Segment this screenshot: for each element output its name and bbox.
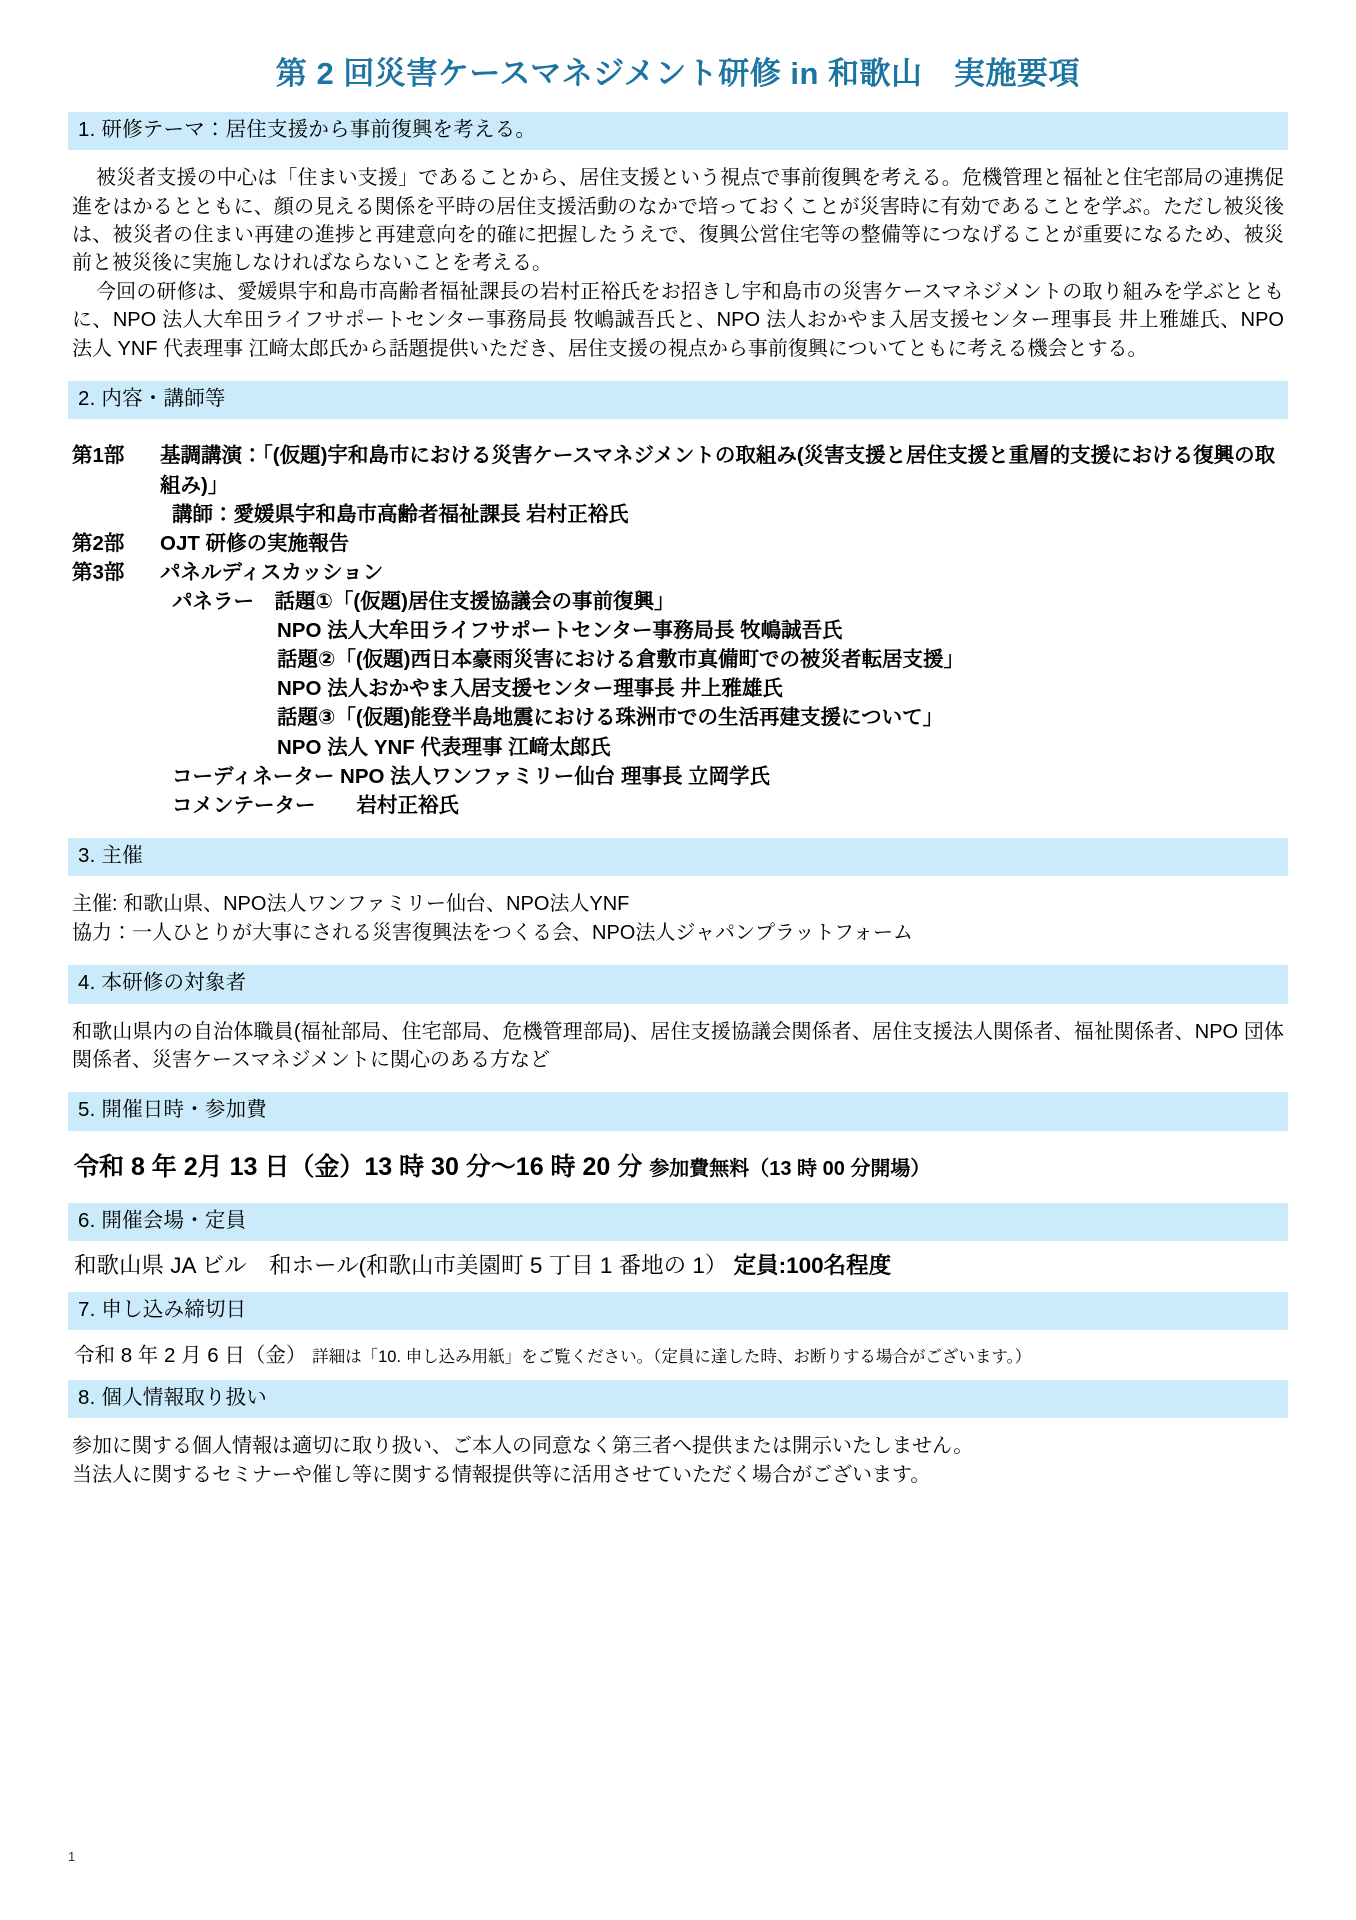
program-text-part3: パネルディスカッション: [160, 560, 384, 584]
section-body-8: [68, 1432, 1288, 1489]
program-label-part1: 第1部: [72, 444, 125, 468]
program-row-panelist-1-name: NPO 法人大牟田ライフサポートセンター事務局長 牧嶋誠吾氏: [277, 619, 843, 643]
section-header-5: 5. 開催日時・参加費: [68, 1092, 1288, 1131]
section-header-1: 1. 研修テーマ：居住支援から事前復興を考える。: [68, 112, 1288, 151]
program-list: [68, 441, 1288, 819]
program-row-commentator: コメンテーター 岩村正裕氏: [172, 793, 459, 817]
program-row-part3: [72, 558, 1284, 587]
organizer-line: 主催: 和歌山県、NPO法人ワンファミリー仙台、NPO法人YNF: [72, 893, 630, 916]
program-row-part2: [72, 529, 1284, 558]
program-label-part3: 第3部: [72, 560, 125, 584]
program-label-part2: 第2部: [72, 531, 125, 555]
event-datetime-line: [68, 1151, 1288, 1185]
section-body-4: [68, 1018, 1288, 1075]
section-header-2: 2. 内容・講師等: [68, 381, 1288, 420]
program-row-panelist-3-name: NPO 法人 YNF 代表理事 江﨑太郎氏: [277, 735, 611, 759]
program-text-part1: 基調講演：「(仮題)宇和島市における災害ケースマネジメントの取組み(災害支援と居住支援と重層的支援における復興の取組み)」: [160, 444, 1276, 497]
section-body-1: [68, 164, 1288, 363]
venue-address: 和歌山県 JA ビル 和ホール(和歌山市美園町 5 丁目 1 番地の 1）: [74, 1253, 728, 1279]
program-row-topic2: 話題②「(仮題)西日本豪雨災害における倉敷市真備町での被災者転居支援」: [277, 648, 965, 672]
cooperation-line: 協力：一人ひとりが大事にされる災害復興法をつくる会、NPO法人ジャパンプラットフォーム: [72, 921, 913, 944]
page-number: 1: [68, 1849, 76, 1864]
section-1-paragraph-2: 今回の研修は、愛媛県宇和島市高齢者福祉課長の岩村正裕氏をお招きし宇和島市の災害ケースマネジメントの取り組みを学ぶとともに、NPO 法人大牟田ライフサポートセンター事務局長 牧嶋誠吾氏と、NPO 法人おかやま入居支援センター理事長 井上雅雄氏、NPO 法人 YNF 代表理事 江﨑太郎氏から話題提供いただき、居住支援の視点から事前復興についてともに考える機会とする。: [72, 280, 1284, 360]
target-audience-text: 和歌山県内の自治体職員(福祉部局、住宅部局、危機管理部局)、居住支援協議会関係者、居住支援法人関係者、福祉関係者、NPO 団体関係者、災害ケースマネジメントに関心のある方など: [72, 1020, 1284, 1072]
deadline-date: 令和 8 年 2 月 6 日（金）: [74, 1344, 307, 1368]
program-row-part1: [72, 441, 1284, 499]
program-row-panelist-topic1: パネラー 話題①「(仮題)居住支援協議会の事前復興」: [172, 590, 675, 614]
page-title: 第 2 回災害ケースマネジメント研修 in 和歌山 実施要項: [275, 56, 1081, 91]
deadline-line: [68, 1342, 1288, 1370]
program-row-part1-lecturer: 講師：愛媛県宇和島市高齢者福祉課長 岩村正裕氏: [172, 502, 629, 526]
section-header-8: 8. 個人情報取り扱い: [68, 1380, 1288, 1419]
program-row-panelist-2-name: NPO 法人おかやま入居支援センター理事長 井上雅雄氏: [277, 677, 783, 701]
deadline-note: 詳細は「10. 申し込み用紙」をご覧ください。（定員に達した時、お断りする場合がございます。）: [312, 1348, 1032, 1367]
event-fee-note: 参加費無料（13 時 00 分開場）: [649, 1157, 931, 1180]
program-row-coordinator: コーディネーター NPO 法人ワンファミリー仙台 理事長 立岡学氏: [172, 764, 771, 788]
privacy-line-2: 当法人に関するセミナーや催し等に関する情報提供等に活用させていただく場合がございます。: [72, 1463, 931, 1486]
privacy-line-1: 参加に関する個人情報は適切に取り扱い、ご本人の同意なく第三者へ提供または開示いたしません。: [72, 1435, 974, 1458]
venue-line: [68, 1251, 1288, 1281]
program-row-topic3: 話題③「(仮題)能登半島地震における珠洲市での生活再建支援について」: [277, 706, 944, 730]
section-body-3: [68, 890, 1288, 947]
section-header-3: 3. 主催: [68, 838, 1288, 877]
section-header-6: 6. 開催会場・定員: [68, 1203, 1288, 1242]
section-1-paragraph-1: 被災者支援の中心は「住まい支援」であることから、居住支援という視点で事前復興を考える。危機管理と福祉と住宅部局の連携促進をはかるとともに、顔の見える関係を平時の居住支援活動のなかで培っておくことが災害時に有効であることを学ぶ。ただし被災後は、被災者の住まい再建の進捗と再建意向を的確に把握したうえで、復興公営住宅等の整備等につなげることが重要になるため、被災前と被災後に実施しなければならないことを考える。: [72, 167, 1284, 275]
program-text-part2: OJT 研修の実施報告: [160, 531, 350, 555]
section-header-7: 7. 申し込み締切日: [68, 1292, 1288, 1331]
venue-capacity: 定員:100名程度: [733, 1253, 892, 1279]
event-datetime-main: 令和 8 年 2月 13 日（金）13 時 30 分～16 時 20 分: [74, 1152, 643, 1181]
section-header-4: 4. 本研修の対象者: [68, 965, 1288, 1004]
